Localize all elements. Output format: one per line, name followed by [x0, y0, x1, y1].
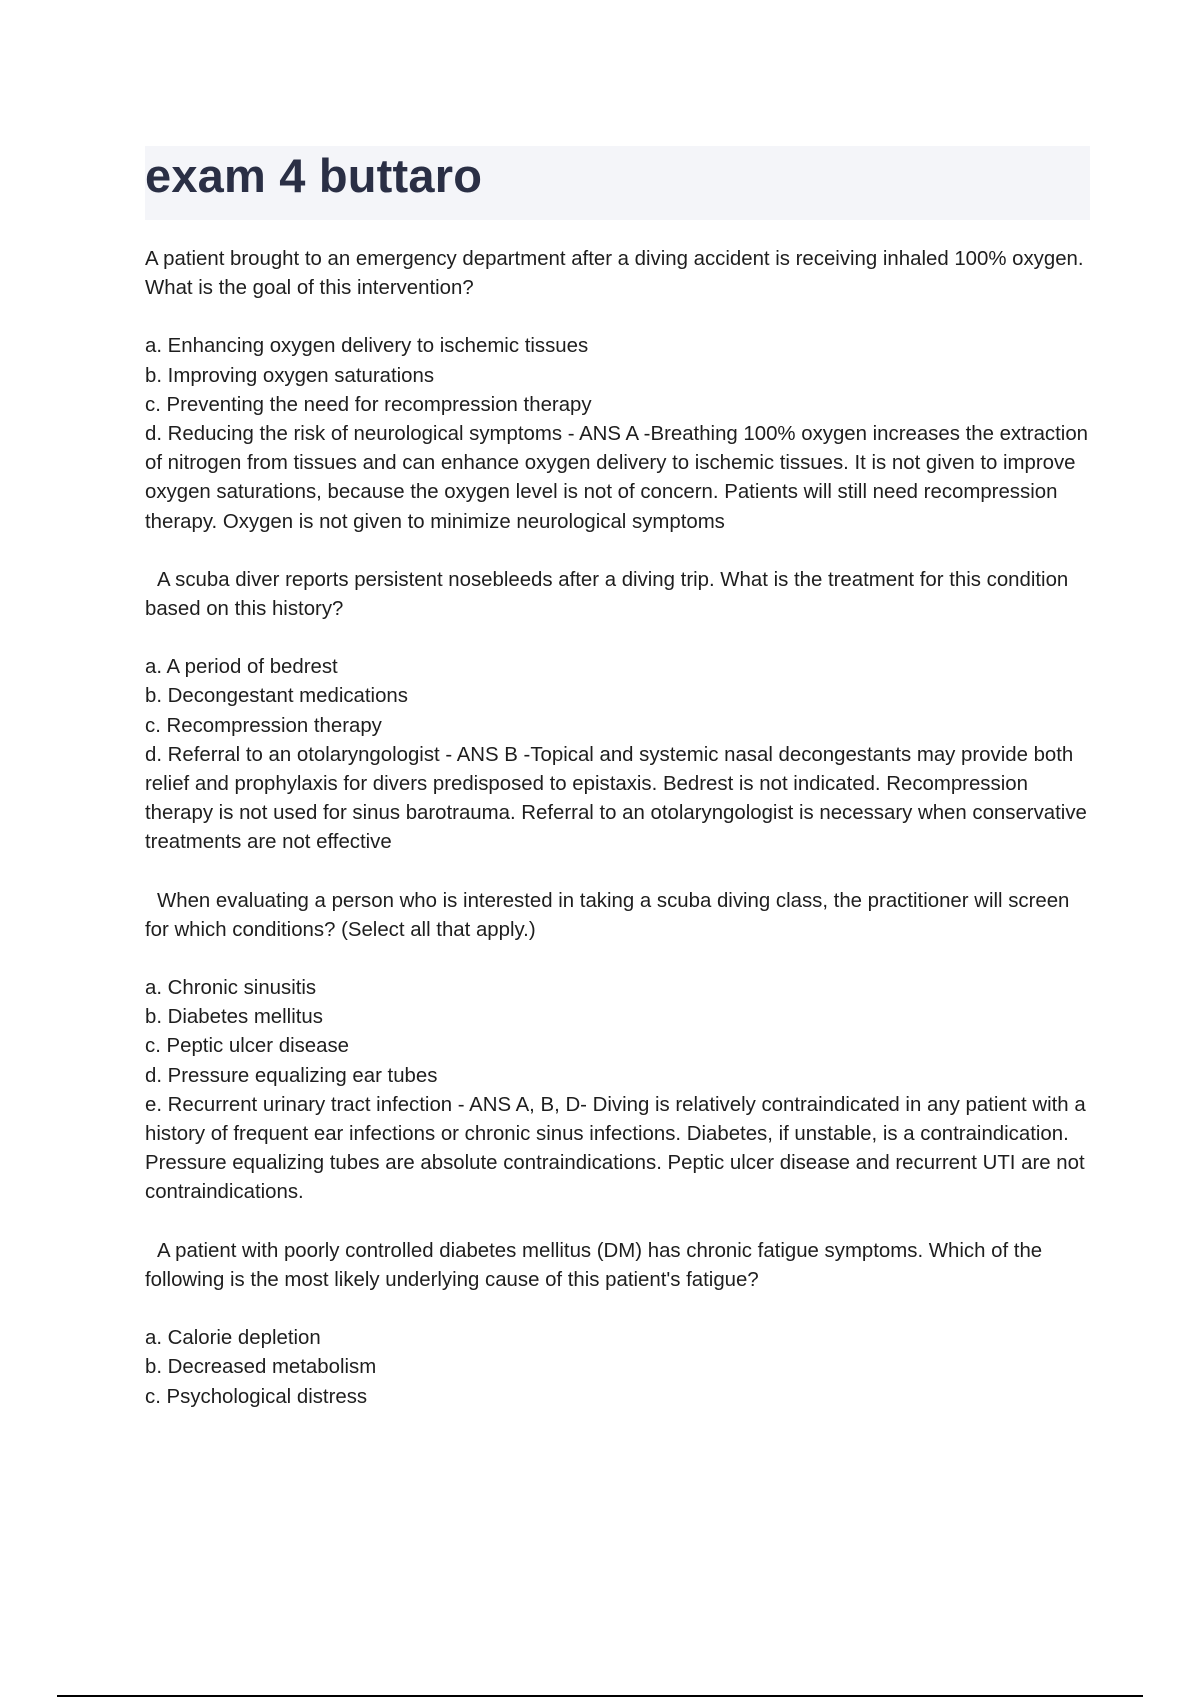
question-stem: A patient brought to an emergency department after a diving accident is receiving inhaled 100% oxygen. What is the goal of this intervention? [145, 248, 1084, 300]
question-4 [145, 1237, 1093, 1412]
question-1 [145, 245, 1093, 537]
answer-option: a. A period of bedrest [145, 656, 338, 679]
answer-option: a. Enhancing oxygen delivery to ischemic tissues [145, 335, 589, 358]
question-stem: A scuba diver reports persistent nosebleeds after a diving trip. What is the treatment for this condition based on this history? [145, 568, 1069, 621]
question-2 [145, 566, 1093, 858]
answer-option: c. Peptic ulcer disease [145, 1035, 350, 1058]
answer-option: c. Recompression therapy [145, 714, 382, 737]
page-title: exam 4 buttaro [145, 149, 483, 202]
document-body [145, 245, 1093, 1441]
answer-option: c. Psychological distress [145, 1385, 368, 1408]
title-banner [145, 146, 1090, 220]
answer-option: b. Decongestant medications [145, 685, 408, 708]
answer-option-with-explanation: e. Recurrent urinary tract infection - ANS A, B, D- Diving is relatively contraindicated in any patient with a history of frequent ear infections or chronic sinus infections. Diabetes, if unstable, is a contraindication. Pressure equalizing tubes are absolute contraindications. Peptic ulcer disease and recurrent UTI are not contraindications. [145, 1093, 1086, 1204]
answer-option: d. Pressure equalizing ear tubes [145, 1064, 438, 1087]
answer-option: b. Improving oxygen saturations [145, 364, 435, 387]
question-stem: When evaluating a person who is interested in taking a scuba diving class, the practitioner will screen for which conditions? (Select all that apply.) [145, 889, 1070, 941]
answer-option: c. Preventing the need for recompression therapy [145, 393, 592, 416]
answer-option: a. Calorie depletion [145, 1327, 321, 1350]
answer-option: b. Decreased metabolism [145, 1356, 377, 1379]
answer-option: a. Chronic sinusitis [145, 977, 317, 1000]
answer-option-with-explanation: d. Referral to an otolaryngologist - ANS B -Topical and systemic nasal decongestants may provide both relief and prophylaxis for divers predisposed to epistaxis. Bedrest is not indicated. Recompression therapy is not used for sinus barotrauma. Referral to an otolaryngologist is necessary when conservative treatments are not effective [145, 743, 1087, 854]
question-3 [145, 887, 1093, 1208]
answer-option: b. Diabetes mellitus [145, 1006, 323, 1029]
question-stem: A patient with poorly controlled diabetes mellitus (DM) has chronic fatigue symptoms. Which of the following is the most likely underlying cause of this patient's fatigue? [145, 1239, 1043, 1291]
answer-option-with-explanation: d. Reducing the risk of neurological symptoms - ANS A -Breathing 100% oxygen increases the extraction of nitrogen from tissues and can enhance oxygen delivery to ischemic tissues. It is not given to improve oxygen saturations, because the oxygen level is not of concern. Patients will still need recompression therapy. Oxygen is not given to minimize neurological symptoms [145, 423, 1088, 533]
footer-divider [57, 1695, 1143, 1697]
